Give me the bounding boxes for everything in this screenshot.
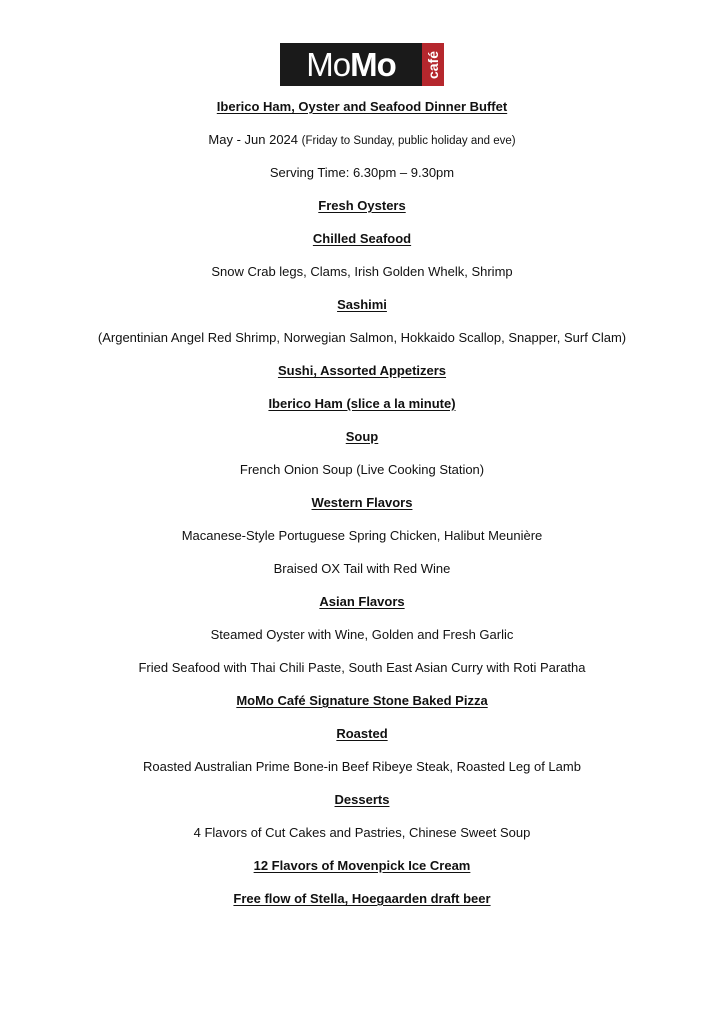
section-heading-ice-cream: 12 Flavors of Movenpick Ice Cream xyxy=(253,858,471,873)
logo-cafe-tab xyxy=(422,43,444,86)
section-heading-sashimi: Sashimi xyxy=(337,297,387,312)
section-heading-soup: Soup xyxy=(345,429,379,444)
sashimi-items: (Argentinian Angel Red Shrimp, Norwegian Salmon, Hokkaido Scallop, Snapper, Surf Clam) xyxy=(97,330,627,345)
section-heading-asian-flavors: Asian Flavors xyxy=(319,594,405,609)
section-heading-sushi: Sushi, Assorted Appetizers xyxy=(277,363,447,378)
momo-cafe-logo xyxy=(280,43,444,86)
section-heading-fresh-oysters: Fresh Oysters xyxy=(318,198,406,213)
buffet-menu xyxy=(0,90,724,915)
logo-text-bold: Mo xyxy=(350,46,396,83)
desserts-items: 4 Flavors of Cut Cakes and Pastries, Chinese Sweet Soup xyxy=(193,825,531,840)
asian-items-1: Steamed Oyster with Wine, Golden and Fresh Garlic xyxy=(210,627,514,642)
section-heading-iberico-ham: Iberico Ham (slice a la minute) xyxy=(268,396,456,411)
section-heading-chilled-seafood: Chilled Seafood xyxy=(312,231,412,246)
logo-text-thin: Mo xyxy=(306,46,351,83)
soup-items: French Onion Soup (Live Cooking Station) xyxy=(239,462,485,477)
logo-cafe-text: café xyxy=(425,50,441,79)
serving-time: Serving Time: 6.30pm – 9.30pm xyxy=(269,165,455,180)
section-heading-roasted: Roasted xyxy=(336,726,388,741)
period-note: (Friday to Sunday, public holiday and eve) xyxy=(301,135,516,147)
logo-wordmark xyxy=(280,43,422,86)
menu-title: Iberico Ham, Oyster and Seafood Dinner Buffet xyxy=(216,99,508,114)
western-items-1: Macanese-Style Portuguese Spring Chicken, Halibut Meunière xyxy=(181,528,543,543)
menu-period xyxy=(0,123,724,156)
chilled-seafood-items: Snow Crab legs, Clams, Irish Golden Whelk, Shrimp xyxy=(211,264,513,279)
section-heading-desserts: Desserts xyxy=(334,792,390,807)
western-items-2: Braised OX Tail with Red Wine xyxy=(273,561,451,576)
section-heading-western-flavors: Western Flavors xyxy=(311,495,413,510)
period-dates: May - Jun 2024 xyxy=(208,132,299,147)
section-heading-pizza: MoMo Café Signature Stone Baked Pizza xyxy=(236,693,488,708)
asian-items-2: Fried Seafood with Thai Chili Paste, South East Asian Curry with Roti Paratha xyxy=(138,660,586,675)
roasted-items: Roasted Australian Prime Bone-in Beef Ribeye Steak, Roasted Leg of Lamb xyxy=(143,759,581,774)
section-heading-beer: Free flow of Stella, Hoegaarden draft beer xyxy=(233,891,491,906)
